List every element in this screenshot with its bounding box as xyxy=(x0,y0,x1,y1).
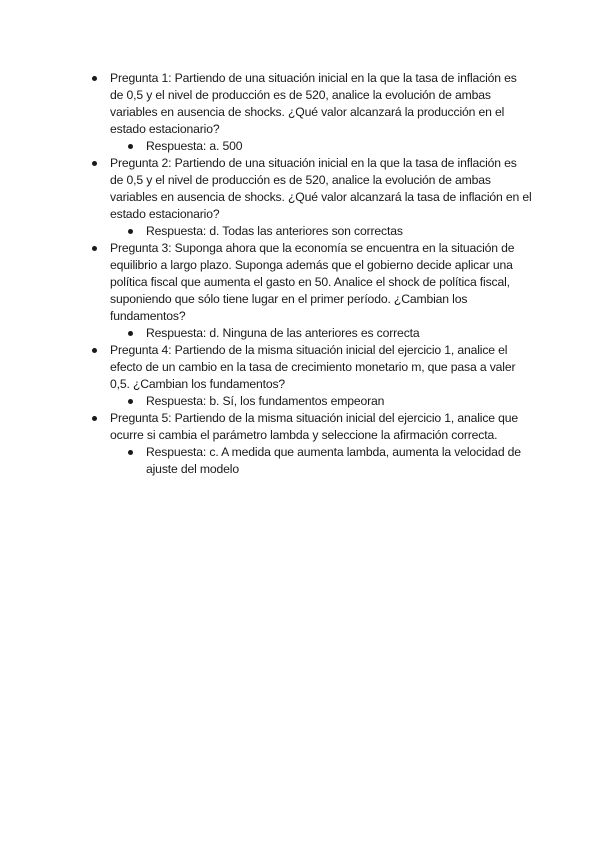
question-item-5 xyxy=(92,410,532,478)
answer-list xyxy=(110,223,532,240)
question-text: Pregunta 3: Suponga ahora que la economía se encuentra en la situación de equilibrio a largo plazo. Suponga además que el gobierno decide aplicar una política fiscal que aumenta el gasto en 50. Analice el shock de política fiscal, suponiendo que sólo tiene lugar en el primer período. ¿Cambian los fundamentos? xyxy=(110,241,515,323)
question-item-2 xyxy=(92,155,532,240)
question-text: Pregunta 5: Partiendo de la misma situación inicial del ejercicio 1, analice que ocurre si cambia el parámetro lambda y seleccione la afirmación correcta. xyxy=(110,411,519,442)
answer-item-1 xyxy=(128,138,532,155)
answer-text: Respuesta: d. Todas las anteriores son correctas xyxy=(146,224,403,238)
answer-item-2 xyxy=(128,223,532,240)
question-item-3 xyxy=(92,240,532,342)
answer-item-5 xyxy=(128,444,532,478)
answer-list xyxy=(110,393,532,410)
answer-text: Respuesta: c. A medida que aumenta lambda, aumenta la velocidad de ajuste del modelo xyxy=(146,445,521,476)
answer-text: Respuesta: d. Ninguna de las anteriores es correcta xyxy=(146,326,420,340)
answer-item-4 xyxy=(128,393,532,410)
question-text: Pregunta 4: Partiendo de la misma situación inicial del ejercicio 1, analice el efecto de un cambio en la tasa de crecimiento monetario m, que pasa a valer 0,5. ¿Cambian los fundamentos? xyxy=(110,343,516,391)
answer-text: Respuesta: b. Sí, los fundamentos empeoran xyxy=(146,394,385,408)
answer-list xyxy=(110,444,532,478)
answer-text: Respuesta: a. 500 xyxy=(146,139,243,153)
answer-list xyxy=(110,138,532,155)
question-item-4 xyxy=(92,342,532,410)
question-list xyxy=(92,70,532,478)
question-item-1 xyxy=(92,70,532,155)
answer-list xyxy=(110,325,532,342)
answer-item-3 xyxy=(128,325,532,342)
question-text: Pregunta 1: Partiendo de una situación inicial en la que la tasa de inflación es de 0,5 y el nivel de producción es de 520, analice la evolución de ambas variables en ausencia de shocks. ¿Qué valor alcanzará la producción en el estado estacionario? xyxy=(110,71,517,136)
question-text: Pregunta 2: Partiendo de una situación inicial en la que la tasa de inflación es de 0,5 y el nivel de producción es de 520, analice la evolución de ambas variables en ausencia de shocks. ¿Qué valor alcanzará la tasa de inflación en el estado estacionario? xyxy=(110,156,532,221)
